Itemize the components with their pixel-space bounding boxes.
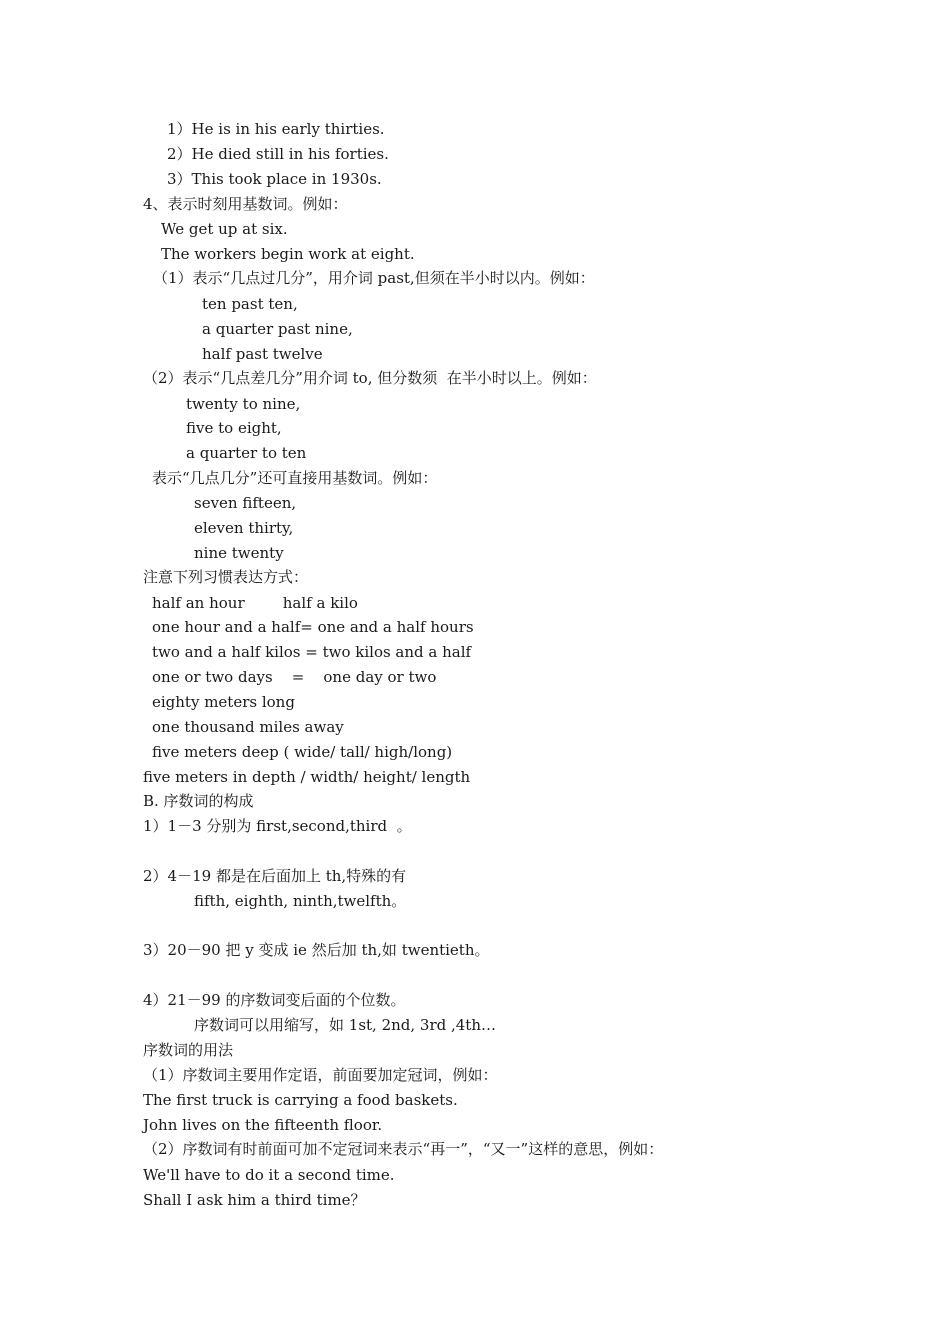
text-line: 表示“几点几分”还可直接用基数词。例如： — [152, 469, 438, 487]
section-heading: B. 序数词的构成 — [143, 792, 254, 810]
text-line: one hour and a half= one and a half hours — [152, 618, 474, 636]
text-line: The workers begin work at eight. — [161, 245, 415, 263]
example-line: seven fifteen, — [194, 494, 297, 512]
example-line: The first truck is carrying a food baskets. — [143, 1091, 458, 1109]
text-line: 2）He died still in his forties. — [167, 145, 389, 163]
text-line: 1）He is in his early thirties. — [167, 120, 385, 138]
text-line: 3）20－90 把 y 变成 ie 然后加 th,如 twentieth。 — [143, 941, 490, 959]
text-line: half an hour half a kilo — [152, 594, 358, 612]
example-line: eleven thirty, — [194, 519, 294, 537]
example-line: half past twelve — [202, 345, 323, 363]
example-line: 序数词可以用缩写，如 1st, 2nd, 3rd ,4th… — [194, 1016, 497, 1034]
text-line: 2）4－19 都是在后面加上 th,特殊的有 — [143, 867, 407, 885]
text-line: five meters in depth / width/ height/ length — [143, 768, 471, 786]
text-line: five meters deep ( wide/ tall/ high/long) — [152, 743, 453, 761]
text-line: one or two days = one day or two — [152, 668, 437, 686]
text-line: 1）1－3 分别为 first,second,third 。 — [143, 817, 412, 835]
text-line: 3）This took place in 1930s. — [167, 170, 382, 188]
example-line: twenty to nine, — [186, 395, 301, 413]
text-line: 4）21－99 的序数词变后面的个位数。 — [143, 991, 406, 1009]
text-line: （2）序数词有时前面可加不定冠词来表示“再一”，“又一”这样的意思，例如： — [143, 1140, 664, 1158]
example-line: five to eight, — [186, 419, 282, 437]
text-line: one thousand miles away — [152, 718, 344, 736]
text-line: （2）表示“几点差几分”用介词 to, 但分数须 在半小时以上。例如： — [143, 369, 597, 387]
section-heading: 序数词的用法 — [143, 1041, 234, 1059]
example-line: fifth, eighth, ninth,twelfth。 — [194, 892, 407, 910]
text-line: We get up at six. — [161, 220, 288, 238]
example-line: John lives on the fifteenth floor. — [143, 1116, 383, 1134]
text-line: two and a half kilos = two kilos and a half — [152, 643, 472, 661]
example-line: ten past ten, — [202, 295, 298, 313]
example-line: nine twenty — [194, 544, 284, 562]
example-line: Shall I ask him a third time？ — [143, 1191, 366, 1209]
example-line: a quarter to ten — [186, 444, 307, 462]
section-heading: 4、表示时刻用基数词。例如： — [143, 195, 348, 213]
example-line: a quarter past nine, — [202, 320, 353, 338]
text-line: （1）表示“几点过几分”，用介词 past,但须在半小时以内。例如： — [153, 269, 595, 287]
example-line: We'll have to do it a second time. — [143, 1166, 395, 1184]
text-line: eighty meters long — [152, 693, 295, 711]
text-line: （1）序数词主要用作定语，前面要加定冠词，例如： — [143, 1066, 498, 1084]
section-heading: 注意下列习惯表达方式： — [143, 568, 309, 586]
